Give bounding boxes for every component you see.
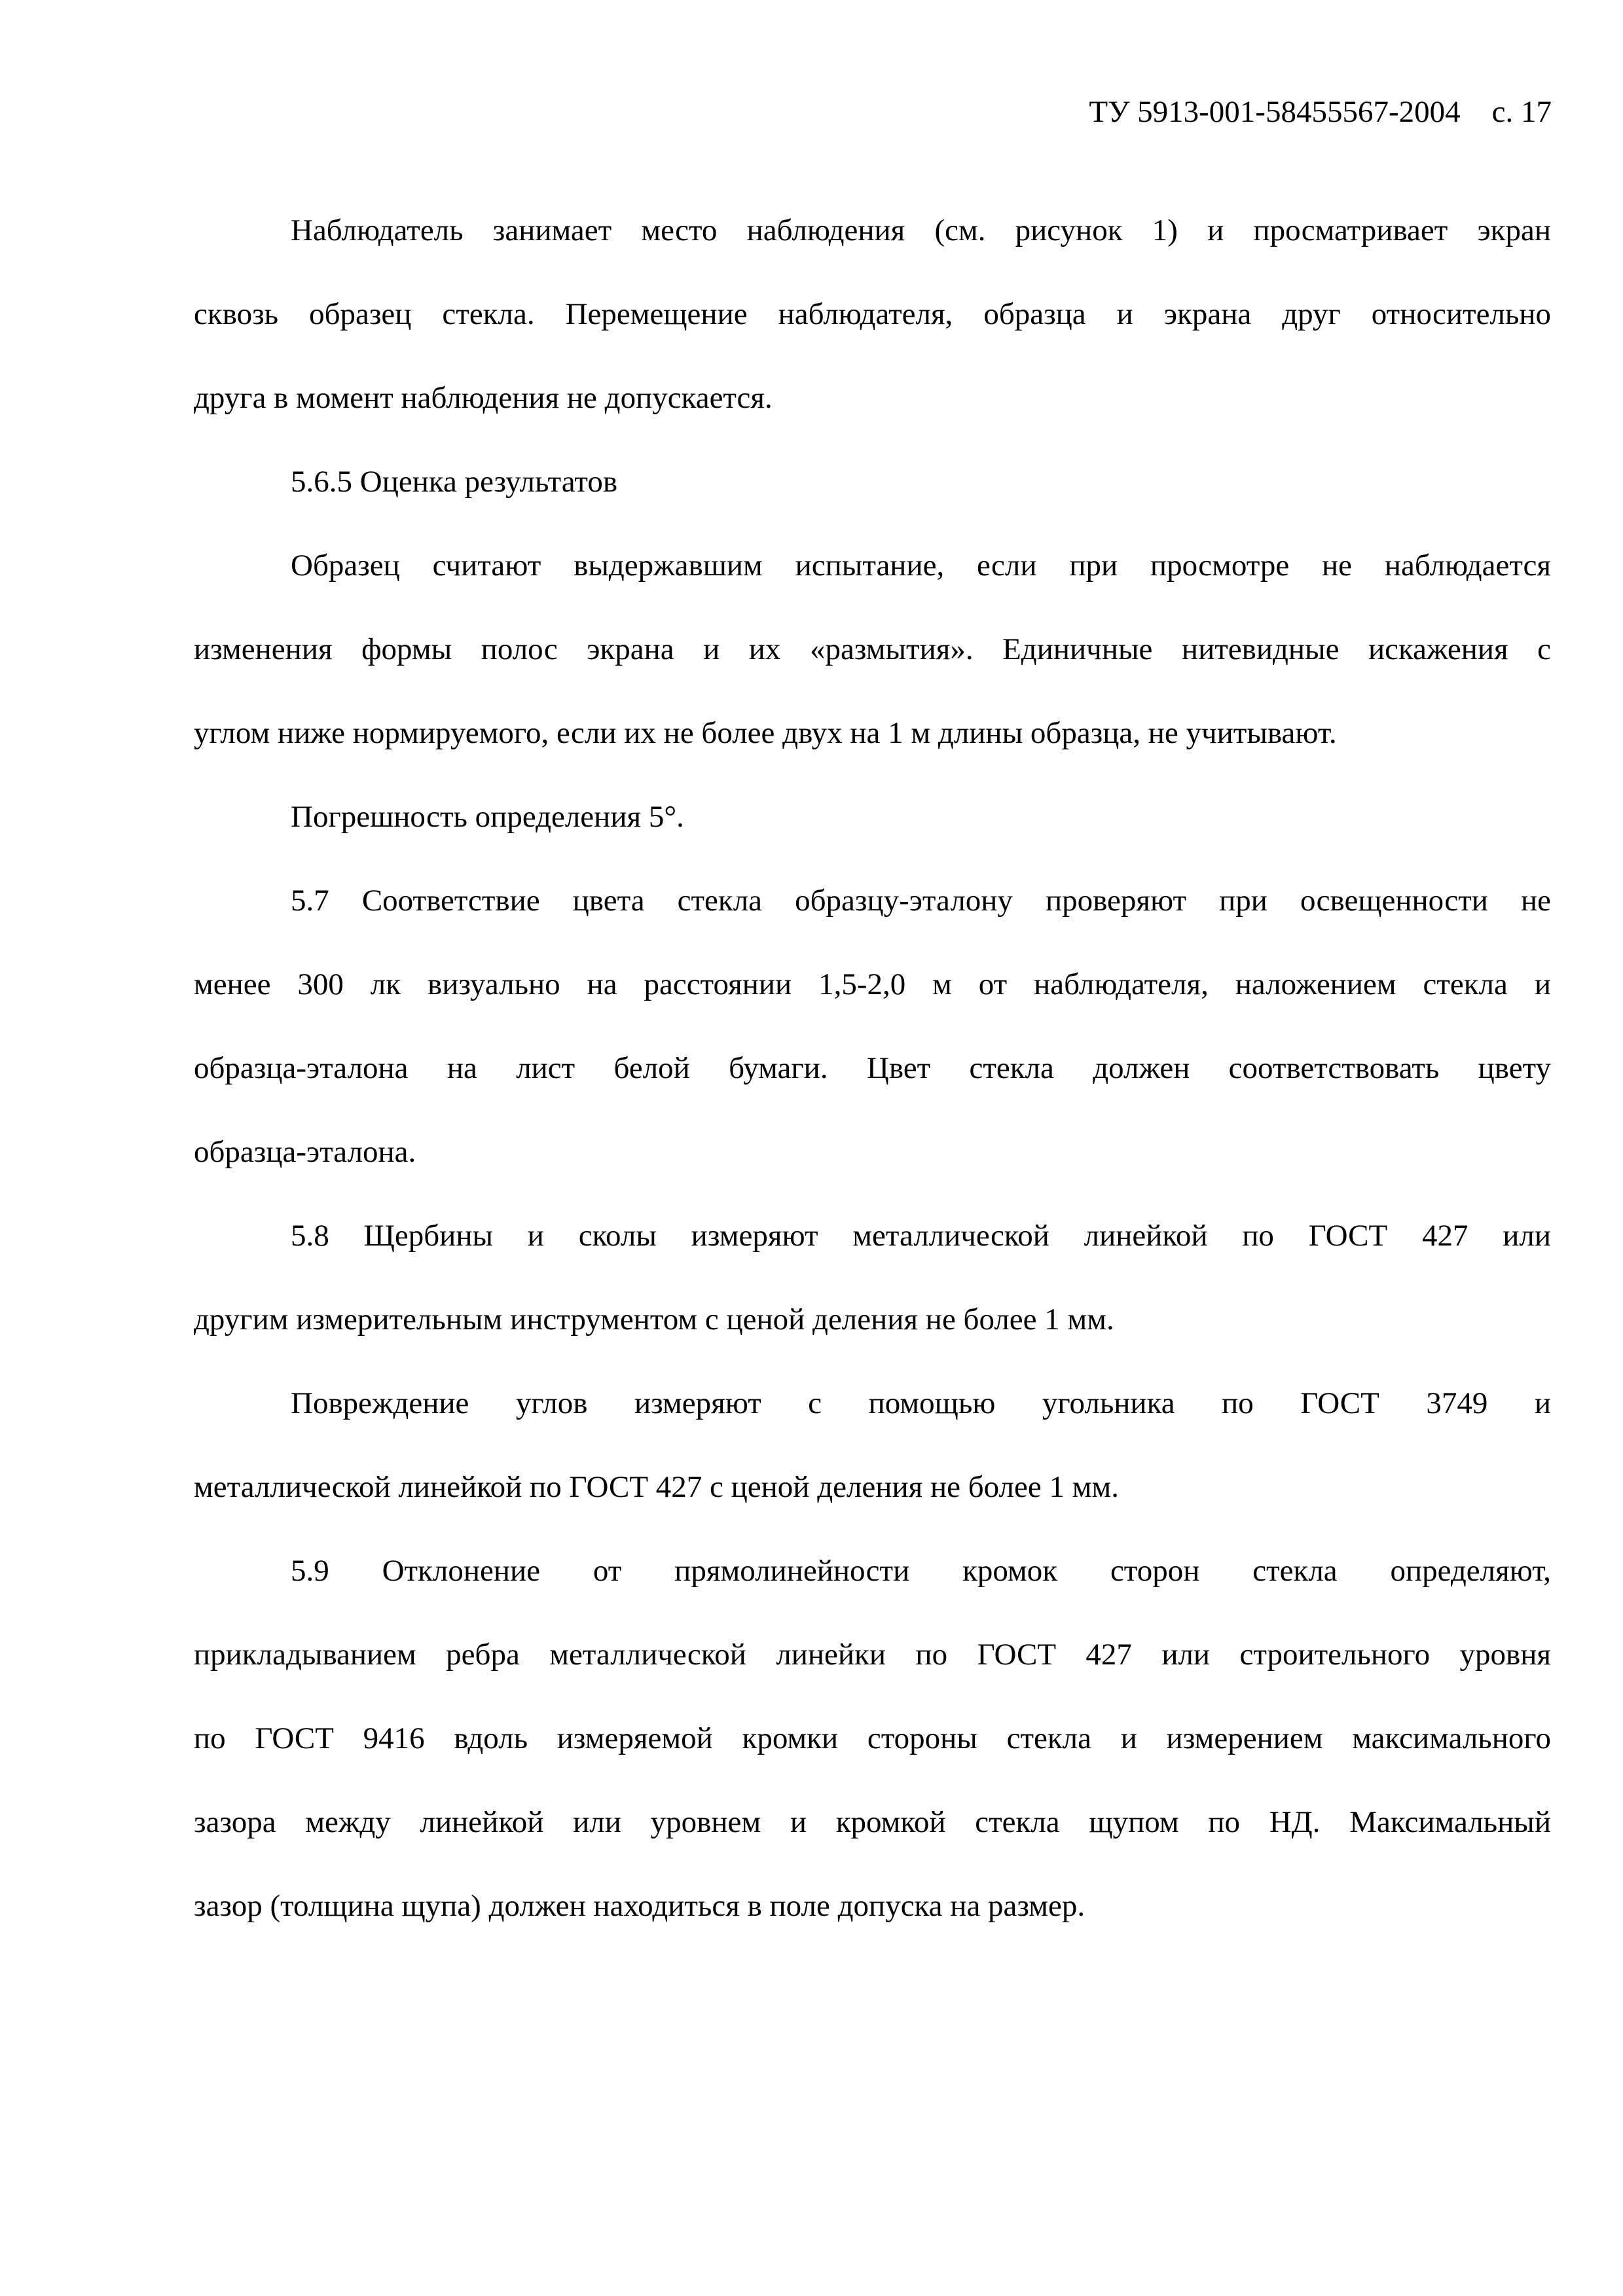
- document-body: [194, 188, 1551, 1948]
- text-line: Наблюдатель занимает место наблюдения (см. рисунок 1) и просматривает экран: [291, 213, 1551, 247]
- text-line: зазор (толщина щупа) должен находиться в поле допуска на размер.: [194, 1889, 1085, 1923]
- text-line: образца-эталона на лист белой бумаги. Цвет стекла должен соответствовать цвету: [194, 1051, 1551, 1085]
- text-line: по ГОСТ 9416 вдоль измеряемой кромки стороны стекла и измерением максимального: [194, 1721, 1551, 1755]
- text-line: изменения формы полос экрана и их «размытия». Единичные нитевидные искажения с: [194, 632, 1551, 666]
- paragraph: [194, 1194, 1551, 1361]
- text-line: другим измерительным инструментом с ценой деления не более 1 мм.: [194, 1302, 1114, 1336]
- paragraph: [194, 859, 1551, 1194]
- section-heading: [194, 440, 1551, 524]
- text-line: зазора между линейкой или уровнем и кромкой стекла щупом по НД. Максимальный: [194, 1805, 1551, 1839]
- text-line: 5.9 Отклонение от прямолинейности кромок сторон стекла определяют,: [291, 1554, 1551, 1588]
- text-line: менее 300 лк визуально на расстоянии 1,5-2,0 м от наблюдателя, наложением стекла и: [194, 967, 1551, 1001]
- text-line: прикладыванием ребра металлической линейки по ГОСТ 427 или строительного уровня: [194, 1638, 1551, 1672]
- text-line: сквозь образец стекла. Перемещение наблюдателя, образца и экрана друг относительно: [194, 297, 1551, 331]
- paragraph: [194, 524, 1551, 775]
- paragraph: [194, 775, 1551, 859]
- paragraph: [194, 188, 1551, 440]
- text-line: Повреждение углов измеряют с помощью угольника по ГОСТ 3749 и: [291, 1386, 1551, 1420]
- text-line: углом ниже нормируемого, если их не более двух на 1 м длины образца, не учитывают.: [194, 716, 1337, 750]
- paragraph: [194, 1529, 1551, 1948]
- text-line: друга в момент наблюдения не допускается.: [194, 381, 773, 415]
- paragraph: [194, 1361, 1551, 1529]
- text-line: 5.8 Щербины и сколы измеряют металлической линейкой по ГОСТ 427 или: [291, 1219, 1551, 1253]
- page-number: с. 17: [1491, 95, 1552, 129]
- text-line: Погрешность определения 5°.: [291, 800, 684, 834]
- text-line: 5.6.5 Оценка результатов: [291, 465, 618, 499]
- text-line: Образец считают выдержавшим испытание, если при просмотре не наблюдается: [291, 548, 1551, 583]
- text-line: образца-эталона.: [194, 1135, 416, 1169]
- text-line: металлической линейкой по ГОСТ 427 с ценой деления не более 1 мм.: [194, 1470, 1119, 1504]
- page-header: [1089, 97, 1552, 128]
- document-code: ТУ 5913-001-58455567-2004: [1089, 95, 1461, 129]
- text-line: 5.7 Соответствие цвета стекла образцу-эталону проверяют при освещенности не: [291, 884, 1551, 918]
